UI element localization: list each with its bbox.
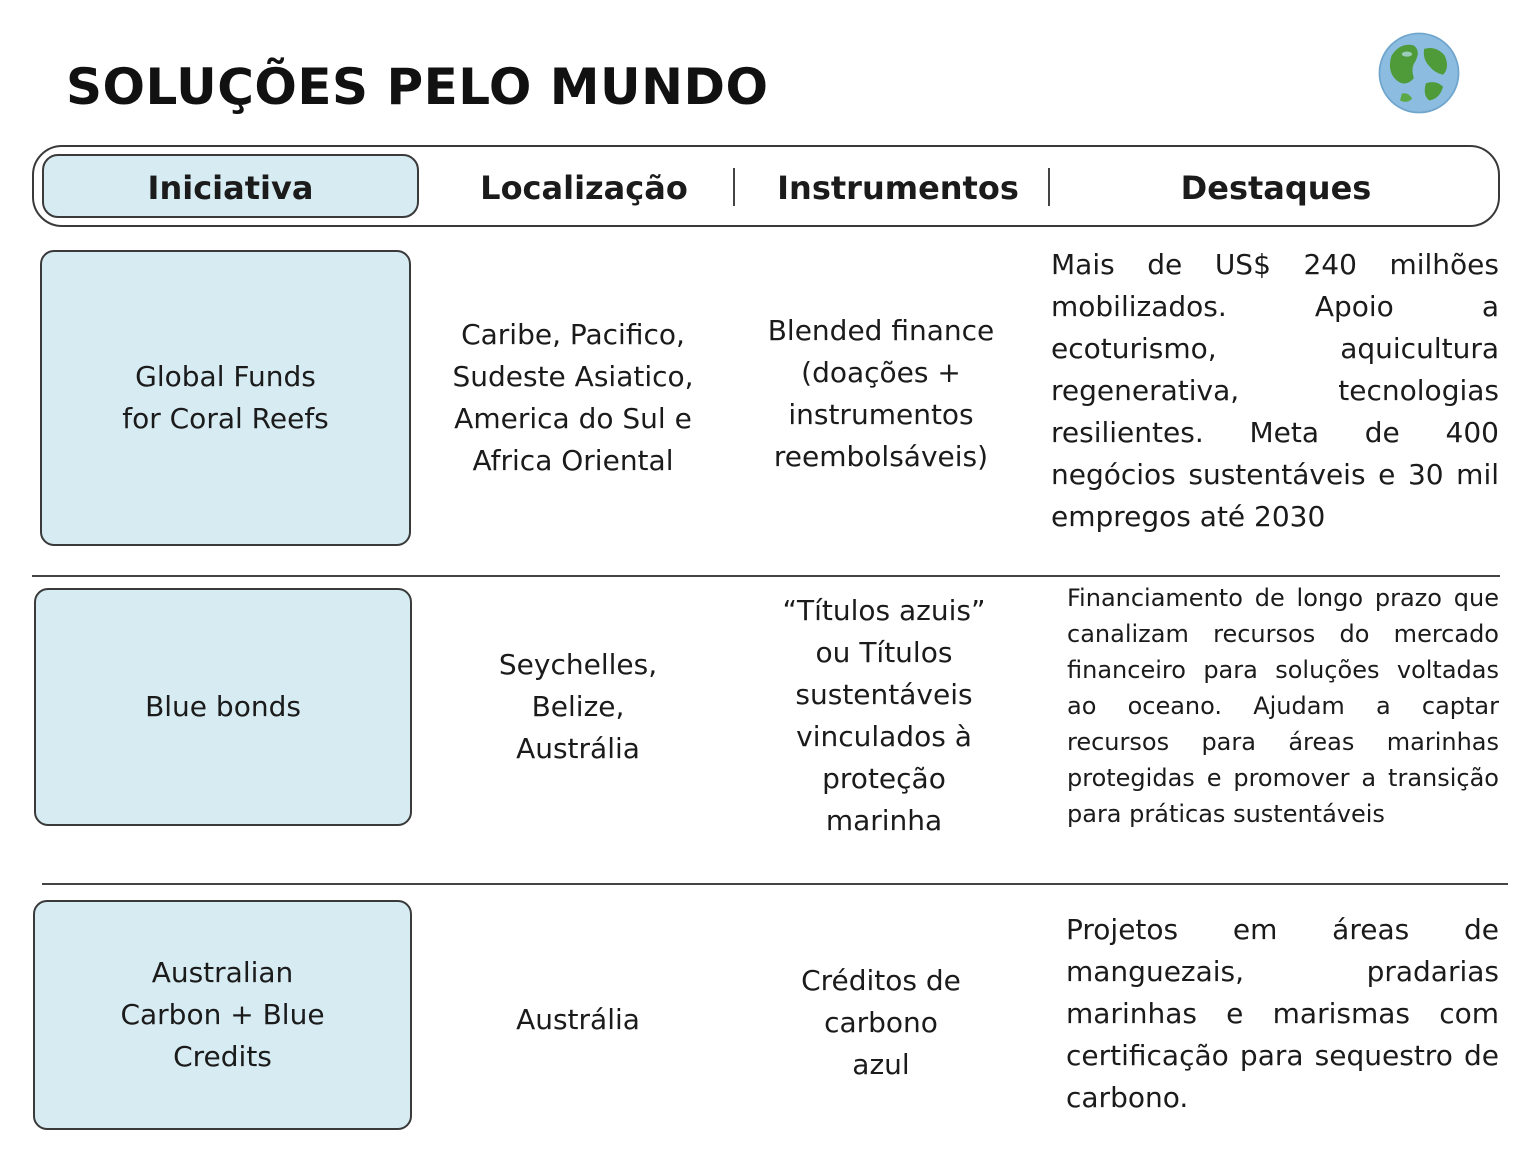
initiative-cell: Australian Carbon + Blue Credits: [33, 900, 412, 1130]
location-cell: Caribe, Pacifico, Sudeste Asiatico, America do Sul e Africa Oriental: [452, 318, 694, 477]
header-divider: [1048, 168, 1050, 206]
instruments-cell: Blended finance (doações + instrumentos reembolsáveis): [767, 314, 995, 473]
initiative-cell: Blue bonds: [34, 588, 412, 826]
column-header-instruments: Instrumentos: [777, 169, 1019, 207]
row-divider: [32, 575, 1500, 577]
instruments-cell: Créditos de carbono azul: [801, 964, 961, 1081]
column-header-highlights: Destaques: [1180, 169, 1372, 207]
initiative-cell: Global Funds for Coral Reefs: [40, 250, 411, 546]
highlights-cell: Projetos em áreas de manguezais, pradarias marinhas e marismas com certificação para sequestro de carbono.: [1066, 913, 1499, 1114]
header-divider: [733, 168, 735, 206]
page-title: SOLUÇÕES PELO MUNDO: [66, 58, 769, 116]
location-cell: Austrália: [516, 1003, 640, 1036]
column-header-location: Localização: [480, 169, 688, 207]
column-header-initiative: Iniciativa: [147, 169, 314, 207]
highlights-cell: Mais de US$ 240 milhões mobilizados. Apoio a ecoturismo, aquicultura regenerativa, tecnologias resilientes. Meta de 400 negócios sustentáveis e 30 mil empregos até 2030: [1051, 248, 1499, 533]
globe-icon: [1376, 30, 1462, 116]
row-divider: [42, 883, 1508, 885]
highlights-cell: Financiamento de longo prazo que canalizam recursos do mercado financeiro para soluções voltadas ao oceano. Ajudam a captar recursos para áreas marinhas protegidas e promover a transição para práticas sustentáveis: [1067, 584, 1499, 828]
instruments-cell: “Títulos azuis” ou Títulos sustentáveis vinculados à proteção marinha: [782, 594, 986, 837]
location-cell: Seychelles, Belize, Austrália: [498, 648, 658, 765]
